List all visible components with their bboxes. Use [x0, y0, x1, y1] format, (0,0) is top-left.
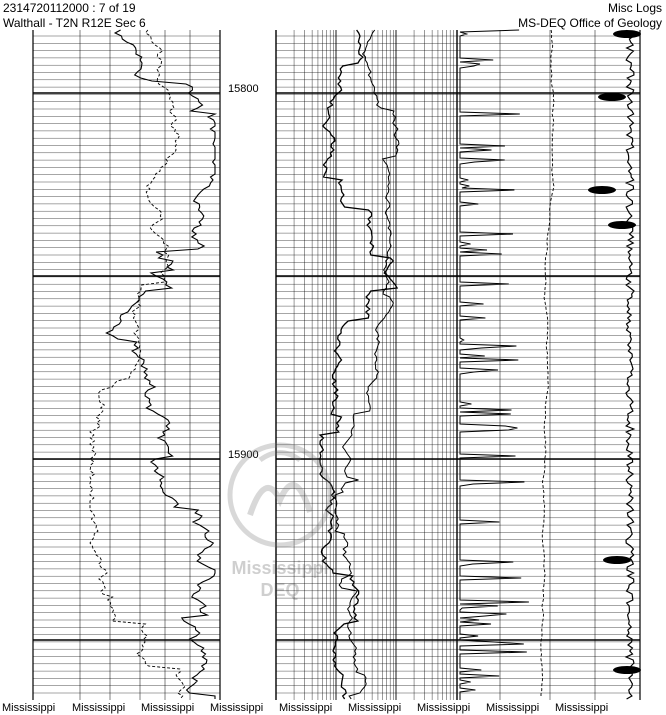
agency-label: MS-DEQ Office of Geology — [518, 16, 662, 30]
footer-text: Mississippi — [348, 702, 402, 714]
depth-label-15800: 15800 — [228, 83, 259, 95]
depth-label-15900: 15900 — [228, 449, 259, 461]
document-id-label: 2314720112000 : 7 of 19 — [3, 1, 136, 15]
footer-text: Mississippi — [486, 702, 540, 714]
footer-text: Mississippi — [210, 702, 264, 714]
footer-text: Mississippi — [555, 702, 609, 714]
footer-watermark-strip — [0, 702, 666, 715]
footer-text: Mississippi — [2, 702, 56, 714]
footer-text: Mississippi — [141, 702, 195, 714]
log-track-left — [33, 30, 220, 700]
footer-text: Mississippi — [279, 702, 333, 714]
footer-text: Mississippi — [417, 702, 471, 714]
well-location-label: Walthall - T2N R12E Sec 6 — [3, 16, 146, 30]
log-track-right — [276, 30, 641, 700]
watermark-line1: Mississippi — [231, 558, 329, 578]
log-type-label: Misc Logs — [607, 1, 662, 15]
watermark-line2: DEQ — [260, 580, 300, 600]
footer-text: Mississippi — [72, 702, 126, 714]
